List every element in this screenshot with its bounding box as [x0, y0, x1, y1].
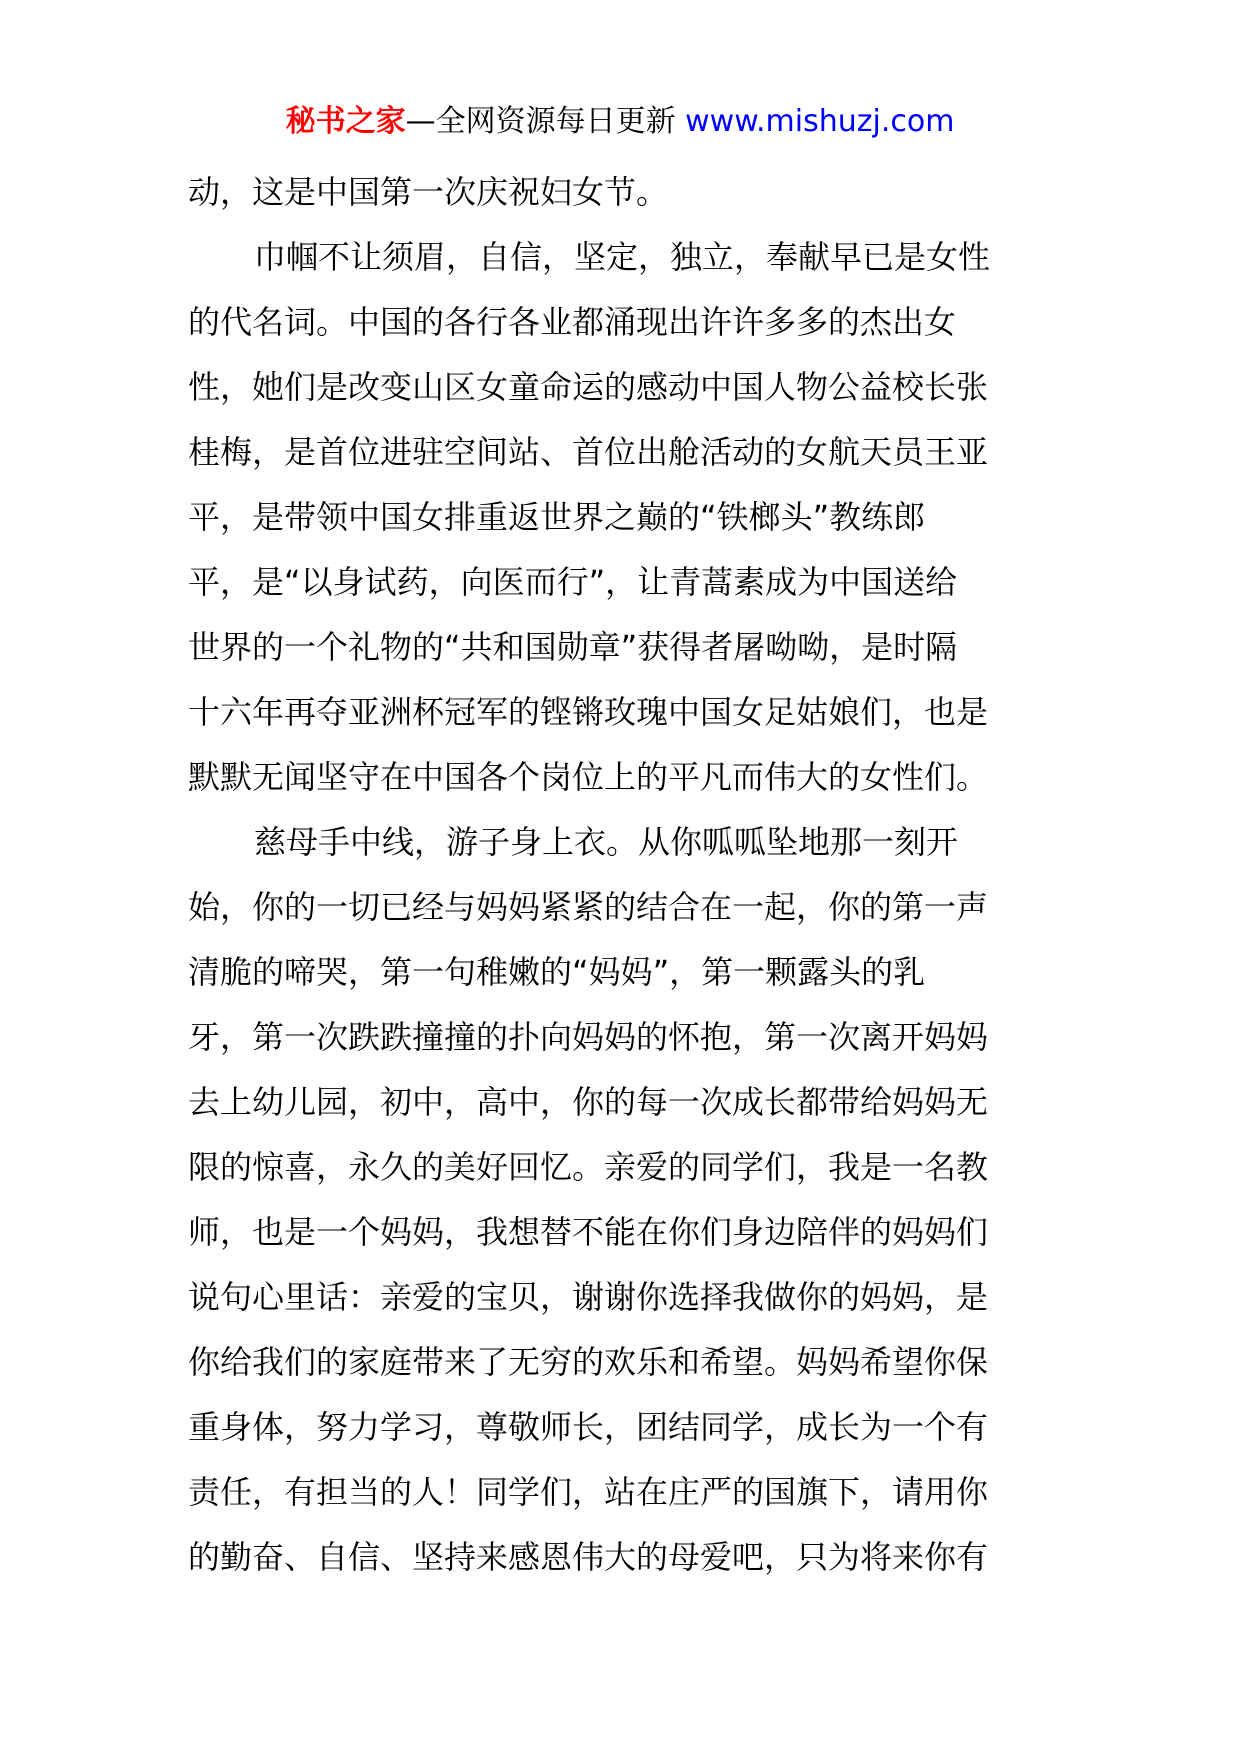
text-line: 默默无闻坚守在中国各个岗位上的平凡而伟大的女性们。 — [188, 758, 989, 796]
text-line: 平，是“以身试药，向医而行”，让青蒿素成为中国送给 — [188, 563, 958, 601]
text-line: 慈母手中线，游子身上衣。从你呱呱坠地那一刻开 — [254, 823, 959, 861]
document-body — [188, 160, 1058, 1590]
text-line: 你给我们的家庭带来了无穷的欢乐和希望。妈妈希望你保 — [188, 1343, 989, 1381]
website-url[interactable]: www.mishuzj.com — [685, 104, 955, 139]
page-header — [0, 100, 1240, 144]
text-line: 限的惊喜，永久的美好回忆。亲爱的同学们，我是一名教 — [188, 1148, 989, 1186]
text-line: 清脆的啼哭，第一句稚嫩的“妈妈”，第一颗露头的乳 — [188, 953, 926, 991]
text-line: 师，也是一个妈妈，我想替不能在你们身边陪伴的妈妈们 — [188, 1213, 989, 1251]
text-line: 说句心里话：亲爱的宝贝，谢谢你选择我做你的妈妈，是 — [188, 1278, 989, 1316]
text-line: 十六年再夺亚洲杯冠军的铿锵玫瑰中国女足姑娘们，也是 — [188, 693, 989, 731]
text-line: 始，你的一切已经与妈妈紧紧的结合在一起，你的第一声 — [188, 888, 989, 926]
paragraph-mothers-love — [188, 810, 1058, 1590]
text-line: 责任，有担当的人！同学们，站在庄严的国旗下，请用你 — [188, 1473, 989, 1511]
brand-name: 秘书之家 — [285, 104, 406, 139]
paragraph-women-achievements — [188, 225, 1058, 810]
text-line: 平，是带领中国女排重返世界之巅的“铁榔头”教练郎 — [188, 498, 926, 536]
header-slogan: —全网资源每日更新 — [405, 104, 686, 139]
text-line: 性，她们是改变山区女童命运的感动中国人物公益校长张 — [188, 368, 989, 406]
text-line: 牙，第一次跌跌撞撞的扑向妈妈的怀抱，第一次离开妈妈 — [188, 1018, 989, 1056]
text-line: 去上幼儿园，初中，高中，你的每一次成长都带给妈妈无 — [188, 1083, 989, 1121]
paragraph-continuation — [188, 160, 1058, 225]
text-line: 巾帼不让须眉，自信，坚定，独立，奉献早已是女性 — [254, 238, 991, 276]
text-line: 重身体，努力学习，尊敬师长，团结同学，成长为一个有 — [188, 1408, 989, 1446]
text-line: 动，这是中国第一次庆祝妇女节。 — [188, 173, 669, 211]
text-line: 桂梅，是首位进驻空间站、首位出舱活动的女航天员王亚 — [188, 433, 989, 471]
text-line: 的勤奋、自信、坚持来感恩伟大的母爱吧，只为将来你有 — [188, 1538, 989, 1576]
text-line: 的代名词。中国的各行各业都涌现出许许多多的杰出女 — [188, 303, 957, 341]
text-line: 世界的一个礼物的“共和国勋章”获得者屠呦呦，是时隔 — [188, 628, 958, 666]
